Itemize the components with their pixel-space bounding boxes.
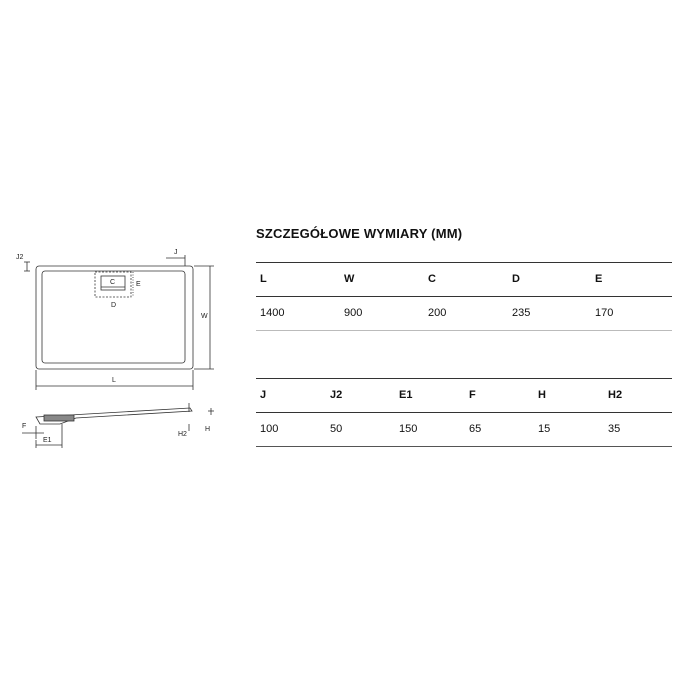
header-cell: L (260, 273, 267, 285)
value-cell: 900 (344, 307, 363, 319)
value-cell: 15 (538, 423, 551, 435)
label-w: W (201, 313, 208, 320)
divider (256, 330, 672, 331)
header-cell: J (260, 389, 267, 401)
header-cell: D (512, 273, 520, 285)
header-cell: C (428, 273, 436, 285)
top-view (24, 255, 214, 390)
label-d: D (111, 302, 117, 309)
drain-section (44, 415, 74, 421)
value-cell: 65 (469, 423, 482, 435)
header-cell: E1 (399, 389, 413, 401)
header-cell: J2 (330, 389, 343, 401)
label-e: E (136, 281, 141, 288)
value-cell: 235 (512, 307, 531, 319)
table-row (256, 297, 672, 330)
value-cell: 100 (260, 423, 279, 435)
value-cell: 1400 (260, 307, 285, 319)
table-row (256, 413, 672, 446)
page-title: SZCZEGÓŁOWE WYMIARY (MM) (256, 226, 463, 241)
header-cell: W (344, 273, 355, 285)
label-j: J (174, 249, 178, 256)
label-e1: E1 (43, 437, 52, 444)
label-h: H (205, 426, 211, 433)
value-cell: 170 (595, 307, 614, 319)
header-cell: F (469, 389, 476, 401)
header-cell: H2 (608, 389, 623, 401)
label-f: F (22, 423, 27, 430)
divider (256, 446, 672, 447)
value-cell: 50 (330, 423, 343, 435)
table-header-row (256, 379, 672, 412)
label-c: C (110, 279, 116, 286)
label-j2: J2 (16, 254, 24, 261)
dimensions-table-2 (256, 378, 672, 447)
label-l: L (112, 377, 116, 384)
dimensions-table-1 (256, 262, 672, 331)
value-cell: 200 (428, 307, 447, 319)
header-cell: H (538, 389, 546, 401)
value-cell: 150 (399, 423, 418, 435)
value-cell: 35 (608, 423, 621, 435)
label-h2: H2 (178, 431, 187, 438)
header-cell: E (595, 273, 603, 285)
table-header-row (256, 263, 672, 296)
